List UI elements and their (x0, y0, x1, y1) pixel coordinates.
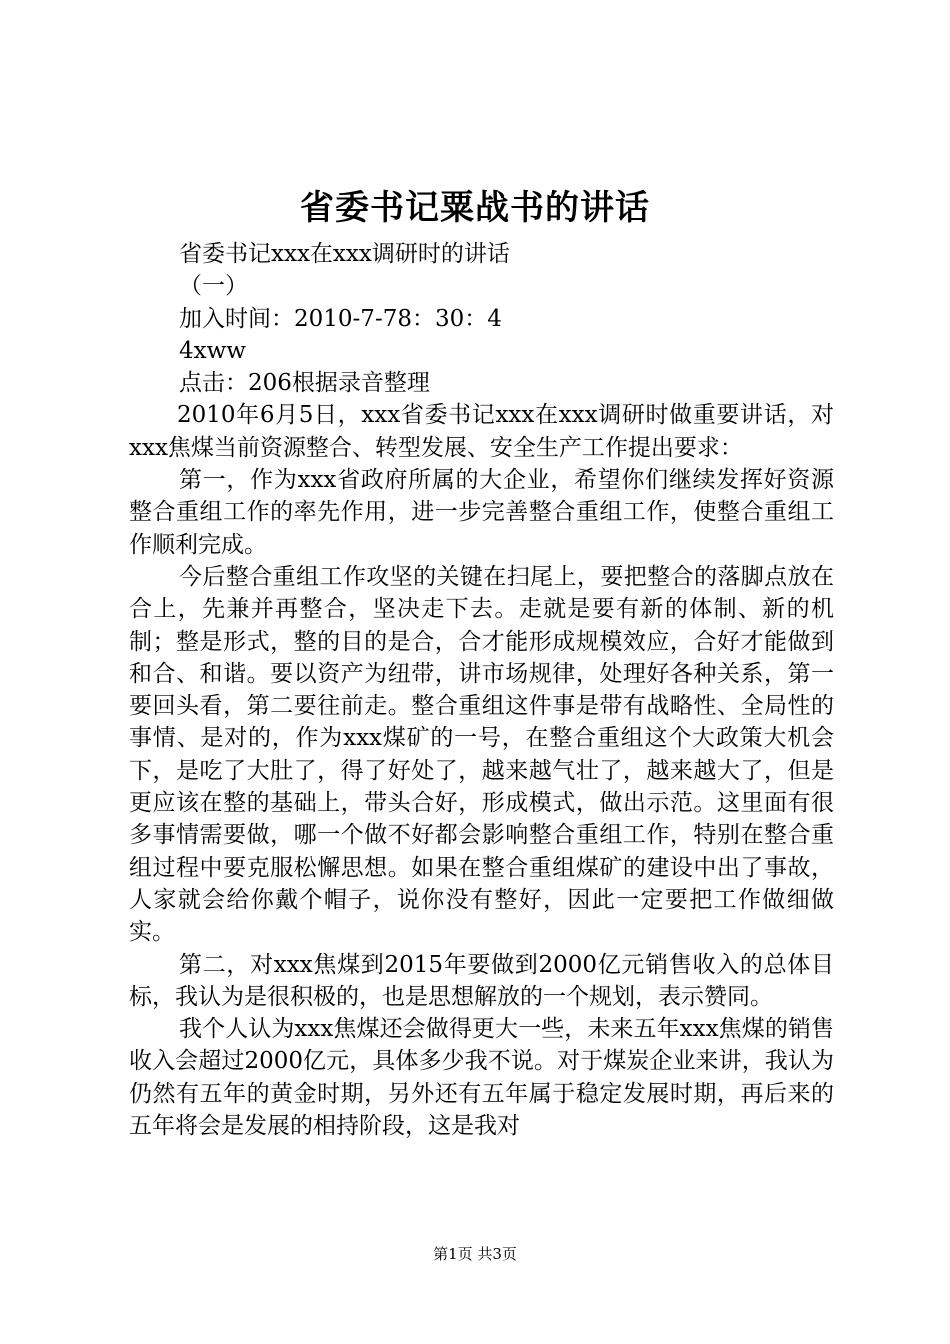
page-footer: 第1页 共3页 (433, 1245, 517, 1263)
added-time-line: 加入时间：2010-7-78：30：4 (179, 305, 502, 332)
source-line: 4xww (179, 337, 246, 364)
paragraph: 我个人认为xxx焦煤还会做得更大一些，未来五年xxx焦煤的销售收入会超过2000亿元，具体多少我不说。对于煤炭企业来讲，我认为仍然有五年的黄金时期，另外还有五年属于稳定发展时期，再后来的五年将会是发展的相持阶段，这是我对 (129, 1016, 834, 1140)
paragraph: 第二，对xxx焦煤到2015年要做到2000亿元销售收入的总体目标，我认为是很积极的，也是思想解放的一个规划，表示赞同。 (129, 951, 834, 1010)
paragraph: 第一，作为xxx省政府所属的大企业，希望你们继续发挥好资源整合重组工作的率先作用，进一步完善整合重组工作，使整合重组工作顺利完成。 (129, 467, 834, 558)
part-number-line: （一） (179, 273, 248, 300)
clicks-line: 点击：206根据录音整理 (179, 370, 430, 397)
subtitle-line: 省委书记xxx在xxx调研时的讲话 (179, 241, 510, 267)
document-title: 省委书记粟战书的讲话 (300, 188, 650, 228)
paragraph: 2010年6月5日，xxx省委书记xxx在xxx调研时做重要讲话，对xxx焦煤当前资源整合、转型发展、安全生产工作提出要求： (129, 402, 834, 461)
document-body (129, 238, 834, 1142)
paragraph: 今后整合重组工作攻坚的关键在扫尾上，要把整合的落脚点放在合上，先兼并再整合，坚决走下去。走就是要有新的体制、新的机制；整是形式，整的目的是合，合才能形成规模效应，合好才能做到和合、和谐。要以资产为纽带，讲市场规律，处理好各种关系，第一要回头看，第二要往前走。整合重组这件事是带有战略性、全局性的事情、是对的，作为xxx煤矿的一号，在整合重组这个大政策大机会下，是吃了大肚了，得了好处了，越来越气壮了，越来越大了，但是更应该在整的基础上，带头合好，形成模式，做出示范。这里面有很多事情需要做，哪一个做不好都会影响整合重组工作，特别在整合重组过程中要克服松懈思想。如果在整合重组煤矿的建设中出了事故，人家就会给你戴个帽子，说你没有整好，因此一定要把工作做细做实。 (129, 563, 834, 946)
